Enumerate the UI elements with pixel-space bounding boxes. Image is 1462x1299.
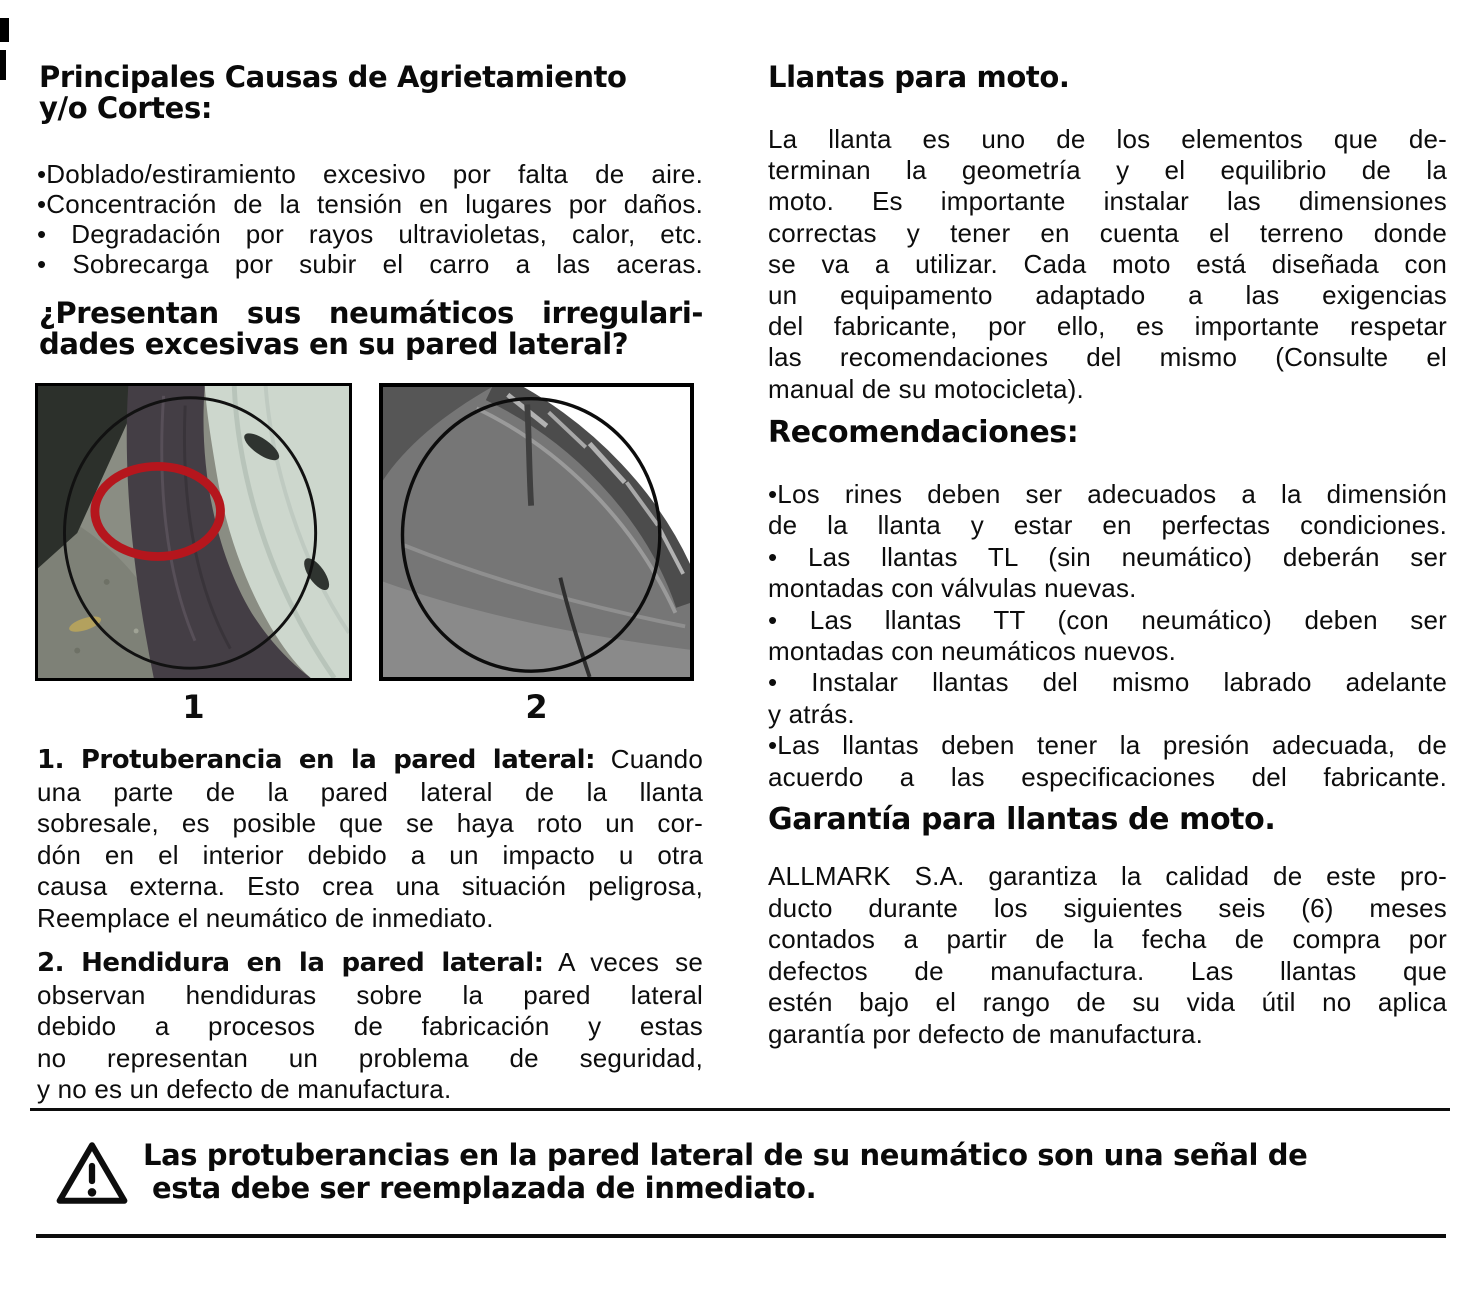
figure-label-1: 1	[182, 688, 205, 726]
warning-lines: Las protuberancias en la pared lateral de su neumático son una señal de esta debe ser reemplazada de inmediato.	[143, 1138, 1308, 1205]
paragraph-lead-line	[37, 947, 703, 980]
page-edge-mark	[0, 18, 9, 42]
paragraph-lead-rest: A veces se	[543, 947, 703, 977]
heading-lines: ¿Presentan sus neumáticos irregulari- dades excesivas en su pared lateral?	[39, 296, 703, 361]
heading-line: Recomendaciones:	[768, 415, 1079, 450]
page-edge-mark	[0, 50, 6, 80]
heading-recomendaciones	[768, 417, 1447, 449]
heading-pregunta-neumaticos	[39, 298, 703, 360]
tire-indentation-illustration	[383, 387, 690, 677]
heading-lines: Principales Causas de Agrietamiento y/o Cortes:	[39, 60, 627, 125]
bullet-list-causas	[37, 159, 703, 279]
paragraph-lead-rest: Cuando	[594, 744, 703, 774]
paragraph-hendidura	[37, 947, 703, 1106]
warning-triangle-icon	[55, 1140, 129, 1206]
horizontal-rule-bottom	[36, 1234, 1446, 1238]
bullet-lines: •Los rines deben ser adecuados a la dimensión de la llanta y estar en perfectas condiciones. • Las llantas TL (sin neumático) deberán ser montadas con válvulas nuevas. • Las llantas TT (con neumático) deben ser montadas con neumáticos nuevos. • Instalar llantas del mismo labrado adelante y atrás. •Las llantas deben tener la presión adecuada, de acuerdo a las especificaciones del fabricante.	[768, 479, 1447, 792]
warning-text	[143, 1139, 1455, 1205]
paragraph-lines: observan hendiduras sobre la pared lateral debido a procesos de fabricación y estas no representan un problema de seguridad, y no es un defecto de manufactura.	[37, 979, 703, 1104]
paragraph-llantas-moto	[768, 124, 1447, 405]
paragraph-lead-line	[37, 744, 703, 777]
figure-label-2: 2	[525, 688, 548, 726]
paragraph-lines: una parte de la pared lateral de la llanta sobresale, es posible que se haya roto un cor- dón en el interior debido a un impacto u otra causa externa. Esto crea una situación peligrosa, Reemplace el neumático de inmediato.	[37, 776, 703, 933]
heading-line: Llantas para moto.	[768, 60, 1070, 94]
paragraph-garantia	[768, 861, 1447, 1050]
heading-principales-causas	[39, 62, 703, 124]
heading-llantas-para-moto	[768, 62, 1447, 93]
tire-bulge-illustration	[38, 386, 349, 678]
tire-indentation-photo	[379, 383, 694, 681]
bullet-list-recomendaciones	[768, 479, 1447, 793]
heading-garantia	[768, 804, 1447, 836]
paragraph-lines: ALLMARK S.A. garantiza la calidad de este pro- ducto durante los siguientes seis (6) meses contados a partir de la fecha de compra por defectos de manufactura. Las llantas que estén bajo el rango de su vida útil no aplica garantía por defecto de manufactura.	[768, 861, 1447, 1049]
paragraph-lead: 1. Protuberancia en la pared lateral:	[37, 745, 595, 775]
horizontal-rule-top	[30, 1108, 1450, 1111]
heading-line: Garantía para llantas de moto.	[768, 802, 1276, 837]
paragraph-lines: La llanta es uno de los elementos que de- terminan la geometría y el equilibrio de la moto. Es importante instalar las dimensiones correctas y tener en cuenta el terreno donde se va a utilizar. Cada moto está diseñada con un equipamento adaptado a las exigencias del fabricante, por ello, es importante respetar las recomendaciones del mismo (Consulte el manual de su motocicleta).	[768, 124, 1447, 404]
bullet-lines: •Doblado/estiramiento excesivo por falta de aire. •Concentración de la tensión en lugares por daños. • Degradación por rayos ultravioletas, calor, etc. • Sobrecarga por subir el carro a las aceras.	[37, 159, 703, 279]
paragraph-lead: 2. Hendidura en la pared lateral:	[37, 948, 544, 978]
paragraph-protuberancia	[37, 744, 703, 934]
tire-bulge-photo	[35, 383, 352, 681]
